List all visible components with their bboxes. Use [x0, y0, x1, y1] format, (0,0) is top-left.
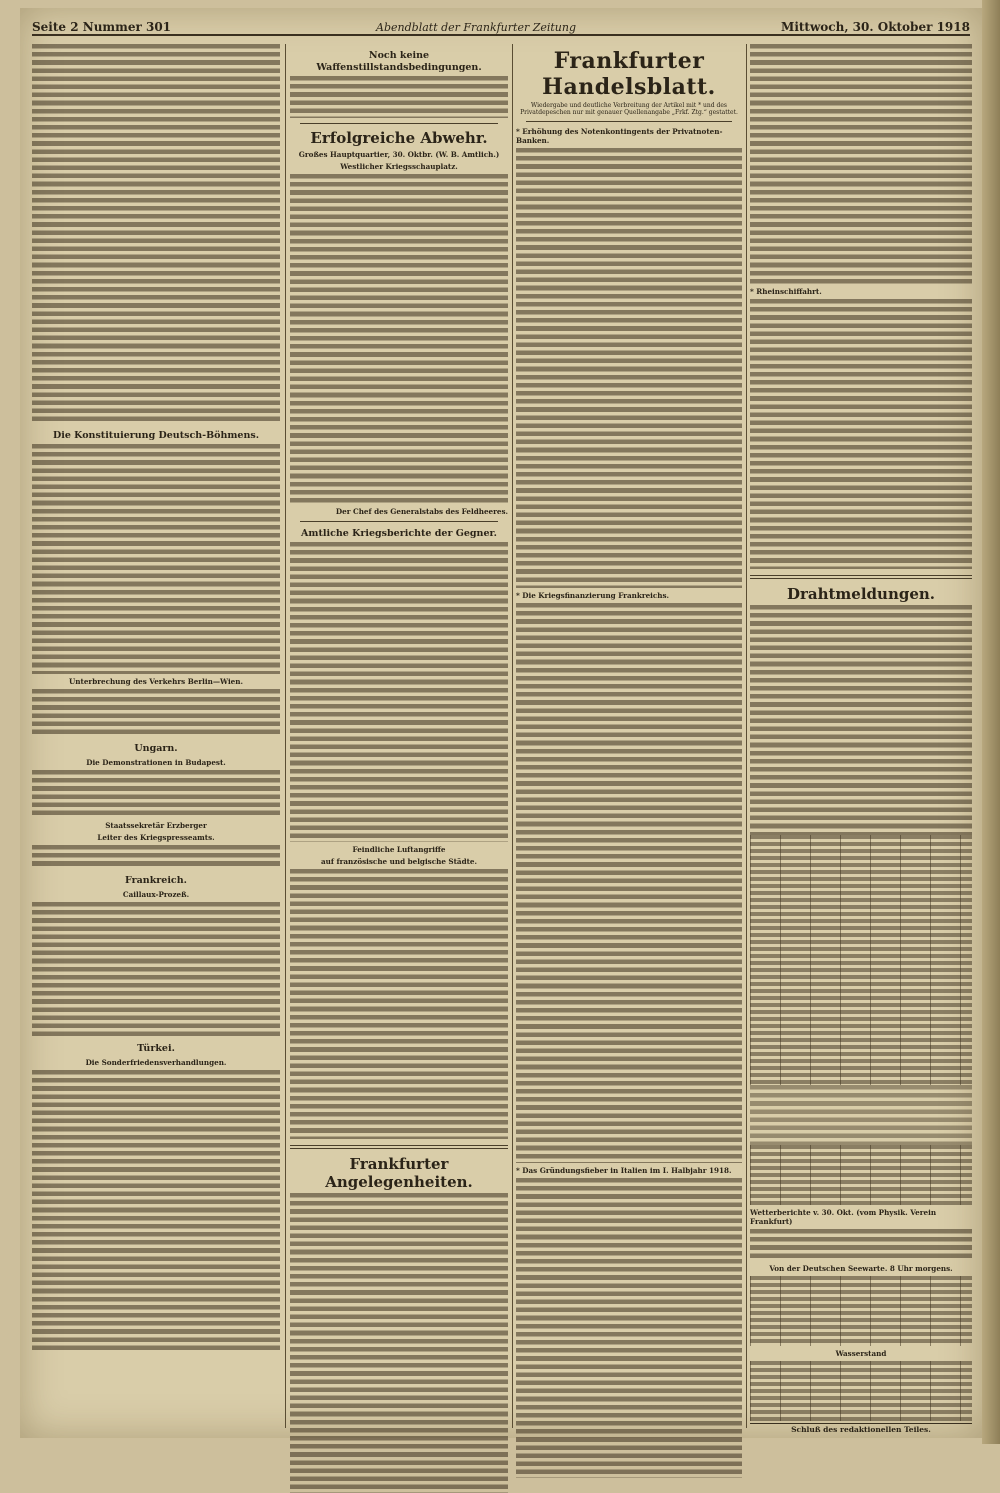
headline-luftangriffe: Feindliche Luftangriffe	[352, 845, 446, 854]
column-4	[750, 44, 972, 1434]
subheadline-westlicher: Westlicher Kriegsschauplatz.	[340, 162, 458, 171]
water-table	[750, 1361, 972, 1421]
weather-table	[750, 1276, 972, 1346]
subheadline-erzberger: Leiter des Kriegspresseamts.	[97, 833, 215, 842]
headline-verkehr: Unterbrechung des Verkehrs Berlin—Wien.	[69, 677, 243, 686]
footer-note: Schluß des redaktionellen Teiles.	[750, 1423, 972, 1434]
headline-rheinschiffahrt: * Rheinschiffahrt.	[750, 287, 822, 296]
handelsblatt-note: Wiedergabe und deutliche Verbreitung der Artikel mit * und des Privatdepeschen nur mit genauer Quellenangabe „Frkf. Ztg.“ gestattet.	[520, 102, 738, 116]
article-text	[32, 1070, 280, 1350]
article-text	[750, 1229, 972, 1261]
signature: Der Chef des Generalstabs des Feldheeres.	[335, 507, 508, 516]
market-table	[750, 835, 972, 1085]
article-text	[290, 869, 508, 1139]
article-text	[750, 44, 972, 284]
masthead	[32, 12, 970, 36]
subheadline-budapest: Die Demonstrationen in Budapest.	[86, 758, 226, 767]
article-text	[32, 44, 280, 424]
headline-deutsch-boehmen: Die Konstituierung Deutsch-Böhmens.	[52, 430, 260, 441]
headline-wetterberichte: Wetterberichte v. 30. Okt. (vom Physik. Verein Frankfurt)	[750, 1208, 937, 1226]
article-text	[750, 605, 972, 835]
column-rule	[512, 44, 513, 1428]
divider	[750, 575, 972, 579]
article-text	[32, 845, 280, 869]
article-text	[516, 1178, 742, 1478]
newspaper-title: Abendblatt der Frankfurter Zeitung	[376, 21, 577, 34]
article-text	[750, 299, 972, 569]
article-text	[750, 1085, 972, 1145]
headline-wasserstand: Wasserstand	[835, 1349, 887, 1358]
column-3	[516, 44, 742, 1428]
page-number: Seite 2 Nummer 301	[32, 20, 172, 34]
subheadline-luftangriffe: auf französische und belgische Städte.	[321, 857, 477, 866]
column-1	[32, 44, 280, 1428]
article-text	[290, 76, 508, 118]
subheadline-sonderfrieden: Die Sonderfriedensverhandlungen.	[85, 1058, 227, 1067]
headline-tuerkei: Türkei.	[137, 1043, 175, 1054]
article-text	[516, 603, 742, 1163]
subheadline-caillaux: Caillaux-Prozeß.	[122, 890, 190, 899]
divider	[290, 1145, 508, 1149]
headline-seewarte: Von der Deutschen Seewarte. 8 Uhr morgens.	[769, 1264, 953, 1273]
article-text	[32, 689, 280, 737]
headline-frankreich: Frankreich.	[125, 875, 187, 886]
headline-kriegsfinanzierung: * Die Kriegsfinanzierung Frankreichs.	[516, 591, 670, 600]
article-text	[32, 770, 280, 818]
headline-waffenstillstand: Noch keine Waffenstillstandsbedingungen.	[316, 50, 482, 73]
column-2	[290, 44, 508, 1428]
article-text	[290, 174, 508, 504]
headline-abwehr: Erfolgreiche Abwehr.	[310, 129, 488, 147]
divider	[300, 123, 498, 124]
article-text	[290, 1193, 508, 1493]
page-edge	[982, 0, 1000, 1444]
headline-handelsblatt: Frankfurter Handelsblatt.	[542, 48, 716, 100]
headline-erzberger: Staatssekretär Erzberger	[105, 821, 207, 830]
headline-kriegsberichte: Amtliche Kriegsberichte der Gegner.	[301, 528, 497, 539]
article-text	[32, 444, 280, 674]
article-text	[516, 148, 742, 588]
headline-ungarn: Ungarn.	[134, 743, 178, 754]
subheadline-hauptquartier: Großes Hauptquartier, 30. Oktbr. (W. B. Amtlich.)	[298, 150, 500, 159]
column-rule	[285, 44, 286, 1428]
divider	[300, 521, 498, 522]
newspaper-page	[20, 8, 982, 1438]
market-table	[750, 1145, 972, 1205]
headline-drahtmeldungen: Drahtmeldungen.	[786, 585, 936, 603]
article-text	[32, 902, 280, 1037]
divider	[526, 121, 732, 122]
headline-frankfurter-angelegenheiten: Frankfurter Angelegenheiten.	[325, 1155, 473, 1191]
column-rule	[746, 44, 747, 1428]
issue-date: Mittwoch, 30. Oktober 1918	[781, 20, 970, 34]
headline-notenkontingent: * Erhöhung des Notenkontingents der Privatnoten-Banken.	[516, 127, 723, 145]
headline-gruendungsfieber: * Das Gründungsfieber in Italien im I. Halbjahr 1918.	[516, 1166, 732, 1175]
article-text	[290, 542, 508, 842]
